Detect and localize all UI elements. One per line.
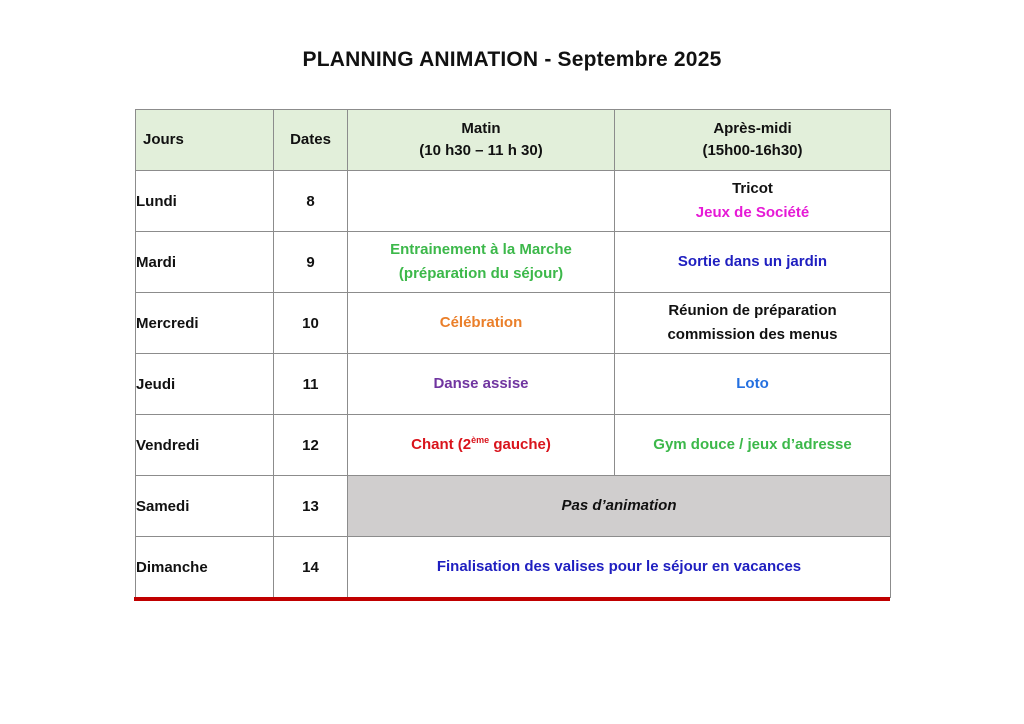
matin-cell (348, 171, 615, 232)
bottom-border-line (134, 597, 890, 601)
activity-text: Chant (2 (411, 436, 472, 453)
matin-cell: Danse assise (348, 354, 615, 415)
activity-text: commission des menus (667, 326, 838, 343)
activity-text: Entrainement à la Marche (390, 241, 572, 258)
day-cell: Lundi (136, 171, 274, 232)
activity-text: (préparation du séjour) (398, 265, 564, 282)
apres-midi-cell: Gym douce / jeux d’adresse (615, 415, 891, 476)
table-row (136, 415, 891, 476)
table-row (136, 232, 891, 293)
activity-text: gauche) (489, 436, 551, 453)
day-cell: Dimanche (136, 537, 274, 598)
apres-midi-cell (615, 293, 891, 354)
superscript: ème (471, 435, 490, 445)
day-cell: Vendredi (136, 415, 274, 476)
matin-cell (348, 415, 615, 476)
day-cell: Samedi (136, 476, 274, 537)
header-apres-midi-time: (15h00-16h30) (702, 142, 803, 159)
apres-midi-cell (615, 171, 891, 232)
date-cell: 11 (274, 354, 348, 415)
table-row (136, 293, 891, 354)
table-row (136, 537, 891, 598)
activity-text: Tricot (732, 180, 773, 197)
header-row (136, 110, 891, 171)
table-row (136, 171, 891, 232)
table-row (136, 476, 891, 537)
table-row (136, 354, 891, 415)
full-day-cell: Pas d’animation (348, 476, 891, 537)
header-apres-midi (615, 110, 891, 171)
header-matin-time: (10 h30 – 11 h 30) (419, 142, 543, 159)
header-jours: Jours (136, 110, 274, 171)
planning-table (135, 109, 891, 598)
date-cell: 10 (274, 293, 348, 354)
apres-midi-cell: Sortie dans un jardin (615, 232, 891, 293)
day-cell: Mardi (136, 232, 274, 293)
apres-midi-cell: Loto (615, 354, 891, 415)
date-cell: 14 (274, 537, 348, 598)
matin-cell (348, 232, 615, 293)
header-matin (348, 110, 615, 171)
header-matin-label: Matin (461, 120, 501, 137)
date-cell: 13 (274, 476, 348, 537)
date-cell: 9 (274, 232, 348, 293)
matin-cell: Célébration (348, 293, 615, 354)
day-cell: Jeudi (136, 354, 274, 415)
day-cell: Mercredi (136, 293, 274, 354)
activity-text: Réunion de préparation (668, 302, 837, 319)
activity-text: Jeux de Société (695, 204, 810, 221)
header-apres-midi-label: Après-midi (713, 120, 792, 137)
header-dates: Dates (274, 110, 348, 171)
page-title: PLANNING ANIMATION - Septembre 2025 (302, 48, 722, 71)
full-day-cell: Finalisation des valises pour le séjour en vacances (348, 537, 891, 598)
date-cell: 12 (274, 415, 348, 476)
date-cell: 8 (274, 171, 348, 232)
